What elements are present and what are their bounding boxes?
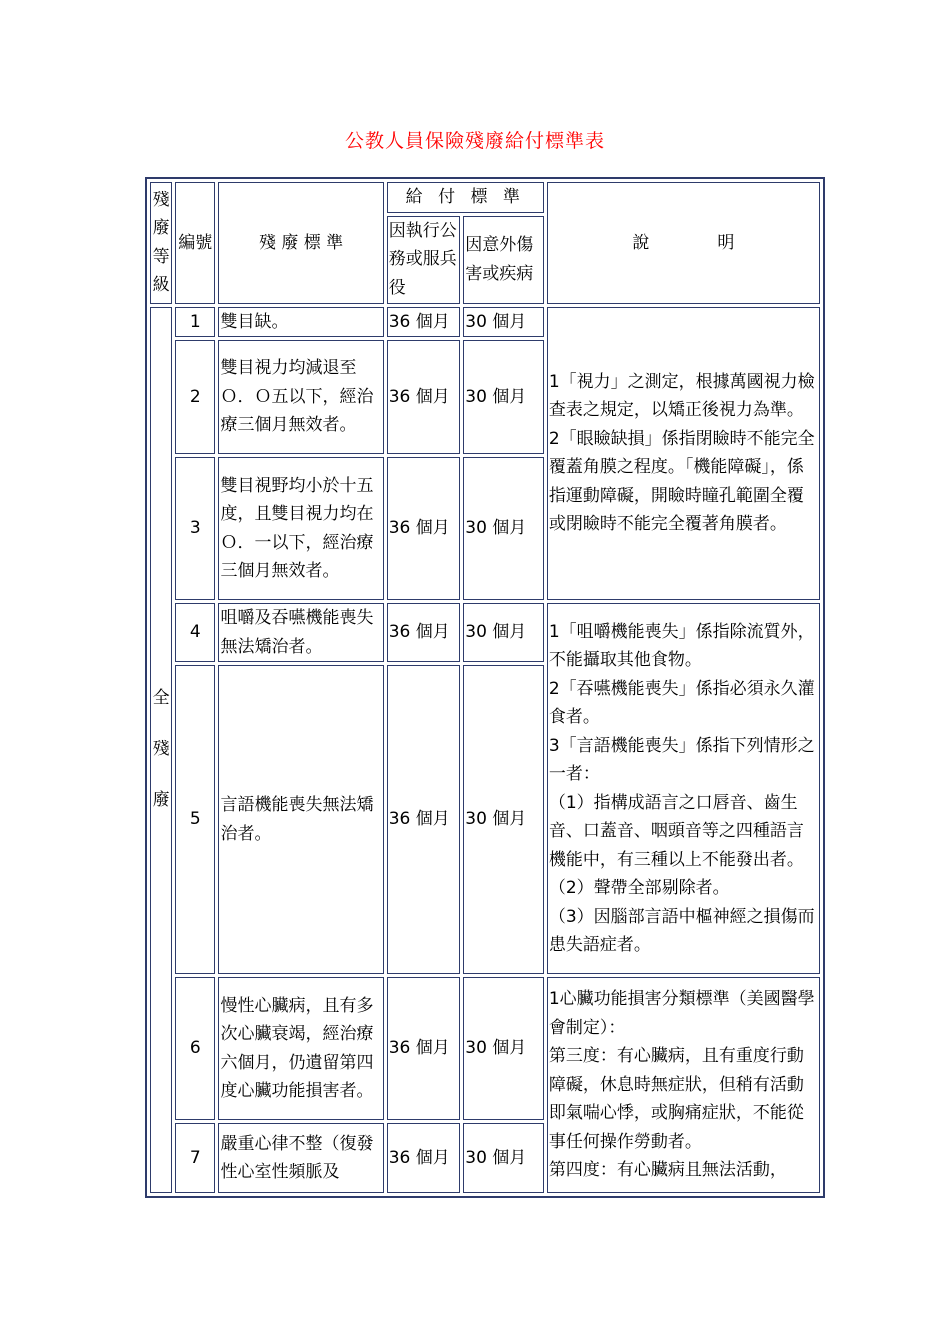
row-1-number: 1 — [175, 307, 215, 338]
grade-label — [150, 307, 172, 1194]
row-5-accident: 30 個月 — [463, 665, 544, 974]
row-4-number: 4 — [175, 603, 215, 662]
header-accident: 因意外傷害或疾病 — [463, 216, 544, 304]
row-1-standard: 雙目缺。 — [218, 307, 383, 338]
row-2-duty: 36 個月 — [387, 340, 461, 454]
header-number: 編號 — [175, 182, 215, 304]
row-3-accident: 30 個月 — [463, 457, 544, 600]
header-standard: 殘 廢 標 準 — [218, 182, 383, 304]
row-3-standard: 雙目視野均小於十五度，且雙目視力均在Ｏ．一以下，經治療三個月無效者。 — [218, 457, 383, 600]
row-2-accident: 30 個月 — [463, 340, 544, 454]
row-7-standard: 嚴重心律不整（復發性心室性頻脈及 — [218, 1123, 383, 1193]
row-7-duty: 36 個月 — [387, 1123, 461, 1193]
explain-mouth-5: （2）聲帶全部剔除者。 — [548, 878, 730, 898]
explain-heart-2: 第三度：有心臟病，且有重度行動障礙，休息時無症狀，但稍有活動即氣喘心悸，或胸痛症狀，不能從事任何操作勞動者。 — [548, 1046, 804, 1152]
row-6-number: 6 — [175, 977, 215, 1120]
row-4-duty: 36 個月 — [387, 603, 461, 662]
row-3-number: 3 — [175, 457, 215, 600]
explain-heart-1: 1心臟功能損害分類標準（美國醫學會制定）： — [548, 989, 815, 1038]
row-6-duty: 36 個月 — [387, 977, 461, 1120]
explain-mouth-3: 3「言語機能喪失」係指下列情形之一者： — [548, 735, 815, 784]
row-6-standard: 慢性心臟病，且有多次心臟衰竭，經治療六個月，仍遺留第四度心臟功能損害者。 — [218, 977, 383, 1120]
header-explain: 說 明 — [547, 182, 820, 304]
row-3-duty: 36 個月 — [387, 457, 461, 600]
row-7-number: 7 — [175, 1123, 215, 1193]
explain-heart-3: 第四度：有心臟病且無法活動， — [548, 1160, 787, 1181]
row-5-standard: 言語機能喪失無法矯治者。 — [218, 665, 383, 974]
explain-eye — [547, 307, 820, 601]
row-2-number: 2 — [175, 340, 215, 454]
row-5-duty: 36 個月 — [387, 665, 461, 974]
grade-label-text: 全殘廢 — [152, 688, 170, 811]
page-title: 公教人員保險殘廢給付標準表 — [344, 130, 605, 152]
row-5-number: 5 — [175, 665, 215, 974]
header-benefit: 給 付 標 準 — [387, 182, 544, 213]
row-4-accident: 30 個月 — [463, 603, 544, 662]
header-grade: 殘廢等級 — [150, 182, 172, 304]
explain-mouth-6: （3）因腦部言語中樞神經之損傷而患失語症者。 — [548, 906, 815, 955]
row-4-standard: 咀嚼及吞嚥機能喪失無法矯治者。 — [218, 603, 383, 662]
benefit-standard-table — [145, 177, 825, 1198]
row-6-accident: 30 個月 — [463, 977, 544, 1120]
explain-heart — [547, 977, 820, 1193]
header-duty: 因執行公務或服兵役 — [387, 216, 461, 304]
row-1-duty: 36 個月 — [387, 307, 461, 338]
explain-mouth-4: （1）指構成語言之口唇音、齒生音、口蓋音、咽頭音等之四種語言機能中，有三種以上不能發出者。 — [548, 792, 804, 870]
explain-mouth-2: 2「吞嚥機能喪失」係指必須永久灌食者。 — [548, 678, 815, 727]
explain-mouth-1: 1「咀嚼機能喪失」係指除流質外，不能攝取其他食物。 — [548, 621, 815, 670]
explain-mouth — [547, 603, 820, 974]
explain-eye-1: 1「視力」之測定，根據萬國視力檢查表之規定，以矯正後視力為準。 — [548, 371, 815, 421]
explain-eye-2: 2「眼瞼缺損」係指閉瞼時不能完全覆蓋角膜之程度。「機能障礙」，係指運動障礙，開瞼時瞳孔範圍全覆或閉瞼時不能完全覆著角膜者。 — [548, 428, 815, 535]
row-1-accident: 30 個月 — [463, 307, 544, 338]
row-2-standard: 雙目視力均減退至Ｏ．Ｏ五以下，經治療三個月無效者。 — [218, 340, 383, 454]
row-7-accident: 30 個月 — [463, 1123, 544, 1193]
